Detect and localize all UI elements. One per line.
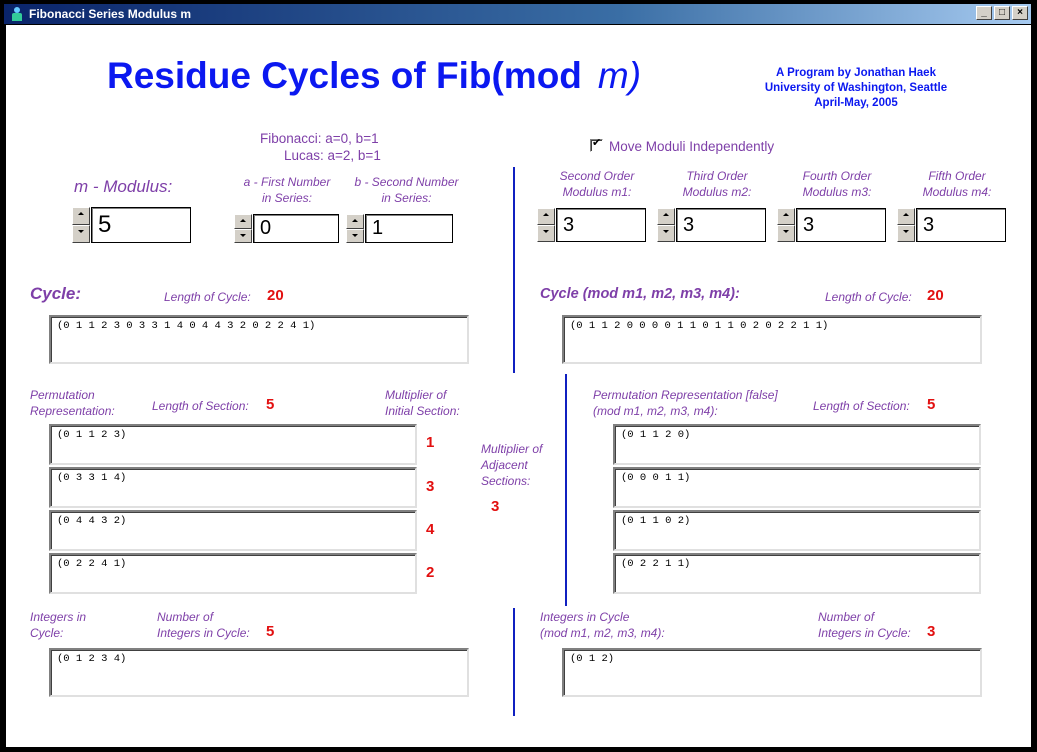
mod-num-integers-line2: Integers in Cycle:	[818, 626, 911, 640]
m4-up-arrow-icon[interactable]	[897, 208, 915, 225]
a-label-line2: in Series:	[261, 191, 313, 205]
m4-label-line1: Fifth Order	[928, 169, 986, 183]
section-multiplier-2: 3	[426, 478, 435, 495]
window-title: Fibonacci Series Modulus m	[29, 7, 192, 21]
m4-input[interactable]: 3	[916, 208, 1006, 242]
m4-spinner[interactable]	[897, 208, 1006, 242]
title-bar[interactable]	[4, 4, 1031, 24]
num-integers-line2: Integers in Cycle:	[157, 626, 250, 640]
mod-section-output-2[interactable]: (0 0 0 1 1)	[613, 467, 981, 508]
mod-cycle-length-label: Length of Cycle:	[825, 290, 912, 304]
mod-integers-line2: (mod m1, m2, m3, m4):	[540, 626, 665, 640]
move-moduli-label: Move Moduli Independently	[609, 139, 775, 154]
m2-spinner[interactable]	[657, 208, 766, 242]
m1-input[interactable]: 3	[556, 208, 646, 242]
modulus-up-arrow-icon[interactable]	[72, 207, 90, 225]
m3-down-arrow-icon[interactable]	[777, 225, 795, 242]
b-label-line2: in Series:	[381, 191, 432, 205]
adjacent-multiplier-value: 3	[491, 498, 500, 515]
mod-cycle-label: Cycle (mod m1, m2, m3, m4):	[540, 286, 740, 302]
perm-label	[30, 387, 115, 419]
initial-multiplier-label	[385, 387, 460, 419]
adjacent-multiplier-label	[481, 441, 542, 489]
credits	[746, 66, 966, 111]
cycle-label: Cycle:	[30, 284, 82, 303]
perm-label-line2: Representation:	[30, 404, 115, 418]
section-length-label: Length of Section:	[152, 399, 249, 413]
mod-section-output-1[interactable]: (0 1 1 2 0)	[613, 424, 981, 465]
main-panel	[6, 25, 1031, 747]
section-output-2[interactable]: (0 3 3 1 4)	[49, 467, 417, 508]
m1-label-line1: Second Order	[559, 169, 635, 183]
credit-date: April-May, 2005	[814, 97, 898, 109]
a-spinner[interactable]	[234, 214, 339, 243]
mod-integers-label	[540, 609, 665, 641]
section-multiplier-4: 2	[426, 564, 435, 581]
m3-label	[787, 168, 887, 200]
page-title	[107, 55, 641, 97]
m2-label-line1: Third Order	[686, 169, 748, 183]
m2-label-line2: Modulus m2:	[682, 185, 752, 199]
adjacent-line3: Sections:	[481, 474, 531, 488]
mod-perm-label-line2: (mod m1, m2, m3, m4):	[593, 404, 718, 418]
mod-perm-label	[593, 387, 778, 419]
b-spinner[interactable]	[346, 214, 453, 243]
move-moduli-checkbox[interactable]	[590, 139, 603, 152]
m3-input[interactable]: 3	[796, 208, 886, 242]
credit-author: A Program by Jonathan Haek	[776, 67, 936, 79]
a-down-arrow-icon[interactable]	[234, 229, 252, 244]
minimize-button[interactable]: _	[976, 6, 992, 20]
mod-section-length-value: 5	[927, 396, 936, 413]
close-button[interactable]: ×	[1012, 6, 1028, 20]
initial-multiplier-line1: Multiplier of	[385, 388, 447, 402]
adjacent-line2: Adjacent	[481, 458, 528, 472]
check-icon: ✔	[592, 137, 602, 149]
a-input[interactable]: 0	[253, 214, 339, 243]
m3-up-arrow-icon[interactable]	[777, 208, 795, 225]
integers-label-line1: Integers in	[30, 610, 87, 624]
m1-label-line2: Modulus m1:	[562, 185, 632, 199]
perm-label-line1: Permutation	[30, 388, 95, 402]
m2-down-arrow-icon[interactable]	[657, 225, 675, 242]
modulus-input[interactable]: 5	[91, 207, 191, 243]
integers-output[interactable]: (0 1 2 3 4)	[49, 648, 469, 697]
b-label-line1: b - Second Number	[354, 175, 459, 189]
num-integers-value: 5	[266, 623, 275, 640]
integers-label	[30, 609, 86, 641]
credit-university: University of Washington, Seattle	[764, 82, 948, 94]
cycle-length-label: Length of Cycle:	[164, 290, 251, 304]
mod-section-length-label: Length of Section:	[813, 399, 910, 413]
m3-label-line1: Fourth Order	[802, 169, 872, 183]
modulus-spinner[interactable]	[72, 207, 191, 243]
m4-label	[907, 168, 1007, 200]
section-output-3[interactable]: (0 4 4 3 2)	[49, 510, 417, 551]
m4-label-line2: Modulus m4:	[922, 185, 992, 199]
integers-label-line2: Cycle:	[30, 626, 64, 640]
m3-spinner[interactable]	[777, 208, 886, 242]
mod-cycle-output[interactable]: (0 1 1 2 0 0 0 0 1 1 0 1 1 0 2 0 2 2 1 1)	[562, 315, 982, 364]
mod-section-output-4[interactable]: (0 2 2 1 1)	[613, 553, 981, 594]
mod-integers-output[interactable]: (0 1 2)	[562, 648, 982, 697]
app-icon	[10, 7, 24, 21]
num-integers-line1: Number of	[157, 610, 214, 624]
modulus-down-arrow-icon[interactable]	[72, 225, 90, 243]
cycle-length-value: 20	[267, 287, 284, 304]
section-multiplier-1: 1	[426, 434, 435, 451]
m1-spinner[interactable]	[537, 208, 646, 242]
mod-cycle-length-value: 20	[927, 287, 944, 304]
title-text: Residue Cycles of Fib(mod	[107, 55, 582, 96]
mod-perm-label-line1: Permutation Representation [false]	[593, 388, 778, 402]
m1-down-arrow-icon[interactable]	[537, 225, 555, 242]
lucas-note: Lucas: a=2, b=1	[284, 148, 381, 163]
a-label-line1: a - First Number	[243, 175, 331, 189]
b-down-arrow-icon[interactable]	[346, 229, 364, 244]
m3-label-line2: Modulus m3:	[802, 185, 872, 199]
m4-down-arrow-icon[interactable]	[897, 225, 915, 242]
divider-top	[513, 167, 515, 373]
initial-multiplier-line2: Initial Section:	[385, 404, 460, 418]
a-label	[232, 174, 342, 206]
section-length-value: 5	[266, 396, 275, 413]
title-variable: m)	[597, 55, 642, 96]
divider-middle	[565, 374, 567, 606]
b-up-arrow-icon[interactable]	[346, 214, 364, 229]
cycle-output[interactable]: (0 1 1 2 3 0 3 3 1 4 0 4 4 3 2 0 2 2 4 1)	[49, 315, 469, 364]
mod-num-integers-label	[818, 609, 911, 641]
modulus-label: m - Modulus:	[74, 177, 173, 196]
a-up-arrow-icon[interactable]	[234, 214, 252, 229]
divider-bottom	[513, 608, 515, 716]
m2-up-arrow-icon[interactable]	[657, 208, 675, 225]
section-output-1[interactable]: (0 1 1 2 3)	[49, 424, 417, 465]
mod-num-integers-value: 3	[927, 623, 936, 640]
b-label	[344, 174, 469, 206]
mod-integers-line1: Integers in Cycle	[540, 610, 630, 624]
mod-section-output-3[interactable]: (0 1 1 0 2)	[613, 510, 981, 551]
m1-label	[547, 168, 647, 200]
section-multiplier-3: 4	[426, 521, 435, 538]
fibonacci-note: Fibonacci: a=0, b=1	[260, 131, 379, 146]
mod-num-integers-line1: Number of	[818, 610, 875, 624]
m2-label	[667, 168, 767, 200]
m1-up-arrow-icon[interactable]	[537, 208, 555, 225]
b-input[interactable]: 1	[365, 214, 453, 243]
section-output-4[interactable]: (0 2 2 4 1)	[49, 553, 417, 594]
num-integers-label	[157, 609, 250, 641]
adjacent-line1: Multiplier of	[481, 442, 543, 456]
m2-input[interactable]: 3	[676, 208, 766, 242]
maximize-button[interactable]: □	[994, 6, 1010, 20]
